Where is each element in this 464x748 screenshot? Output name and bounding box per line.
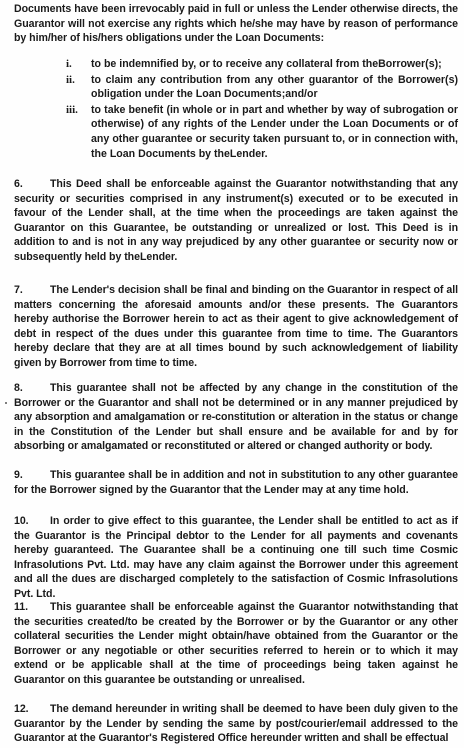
subclause-marker: ii.	[66, 73, 75, 86]
subclause-text: to take benefit (in whole or in part and whether by way of subrogation or otherwise) of any rights of the Lender under the Loan Documents or of any other guarantee or security taken pursuant to, or in connection with, the Loan Documents by theLender.	[91, 103, 458, 160]
clause-text: This guarantee shall be in addition and not in substitution to any other guarantee for the Borrower signed by the Guarantor that the Lender may at any time hold.	[14, 469, 458, 496]
clause-10	[14, 514, 458, 602]
subclause-text: to be indemnified by, or to receive any collateral from theBorrower(s);	[91, 58, 442, 70]
subclause-item	[66, 57, 458, 72]
clause-text: This Deed shall be enforceable against the Guarantor notwithstanding that any security or securities comprised in any instrument(s) executed or to be executed in favour of the Lender shall, at the time when the proceedings are taken against the Guarantor on this Guarantee, be outstanding or unrealized or lost. This Deed is in addition to and is not in any way prejudiced by any other guarantee or security now or subsequently held by theLender.	[14, 178, 458, 263]
clause-6	[14, 177, 458, 265]
clause-number: 11.	[14, 601, 28, 613]
clause-number: 9.	[14, 469, 23, 481]
subclause-item	[66, 73, 458, 102]
clause-number: 12.	[14, 703, 29, 715]
clause-9	[14, 468, 458, 497]
clause-text: This guarantee shall be enforceable against the Guarantor notwithstanding that the securities created/to be created by the Borrower or by the Guarantor or any other collateral securities the Lender might obtain/have obtained from the Guarantor or the Borrower or any negotiable or other securities referred to herein or to which it may extend or be applicable shall at the time of proceedings being taken against he Guarantor on this guarantee be outstanding or unrealised.	[14, 601, 458, 686]
margin-dot	[5, 402, 7, 404]
clause-text: The Lender's decision shall be final and binding on the Guarantor in respect of all matters concerning the aforesaid amounts and/or these presents. The Guarantors hereby authorise the Borrower herein to act as their agent to give acknowledgement of debt in respect of the dues under this guarantee from time to time. The Guarantors hereby declare that they are at all times bound by such acknowledgement of liability given by Borrower from time to time.	[14, 284, 458, 369]
clause-12	[14, 702, 458, 746]
clause-number: 8.	[14, 382, 23, 394]
clause-number: 6.	[14, 178, 23, 190]
subclause-text: to claim any contribution from any other guarantor of the Borrower(s) obligation under the Loan Documents;and/or	[91, 73, 458, 101]
intro-text: Documents have been irrevocably paid in full or unless the Lender otherwise directs, the Guarantor will not exercise any rights which he/she may have by reason of performance by him/her of his/hers obligations under the Loan Documents:	[14, 3, 458, 45]
clause-text: This guarantee shall not be affected by any change in the constitution of the Borrower or the Guarantor and shall not be determined or in any manner prejudiced by any absorption and amalgamation or re-constitution or alteration in the status or change in the Constitution of the Lender but shall ensure and be available for and by for absorbing or amalgamated or reconstituted or altered or changed authority or body.	[14, 382, 458, 453]
clause-8	[14, 381, 458, 454]
clause-number: 7.	[14, 284, 23, 296]
clause-text: In order to give effect to this guarantee, the Lender shall be entitled to act as if the Guarantor is the Principal debtor to the Lender for all payments and covenants hereby guaranteed. The Guarantee shall be a continuing one till such time Cosmic Infrasolutions Pvt. Ltd. may have any claim against the Borrower under this agreement and all the dues are discharged completely to the satisfaction of Cosmic Infrasolutions Pvt. Ltd.	[14, 515, 458, 600]
clause-text: The demand hereunder in writing shall be deemed to have been duly given to the Guarantor by the Lender by sending the same by post/courier/email addressed to the Guarantor at the Guarantor's Registered Office hereunder written and shall be effectual	[14, 703, 458, 745]
clause-number: 10.	[14, 515, 29, 527]
subclause-marker: i.	[66, 58, 72, 70]
subclause-marker: iii.	[66, 103, 78, 116]
intro-paragraph	[14, 2, 458, 46]
clause-7	[14, 283, 458, 371]
subclause-item	[66, 103, 458, 161]
clause-11	[14, 600, 458, 688]
subclause-list	[66, 57, 458, 161]
